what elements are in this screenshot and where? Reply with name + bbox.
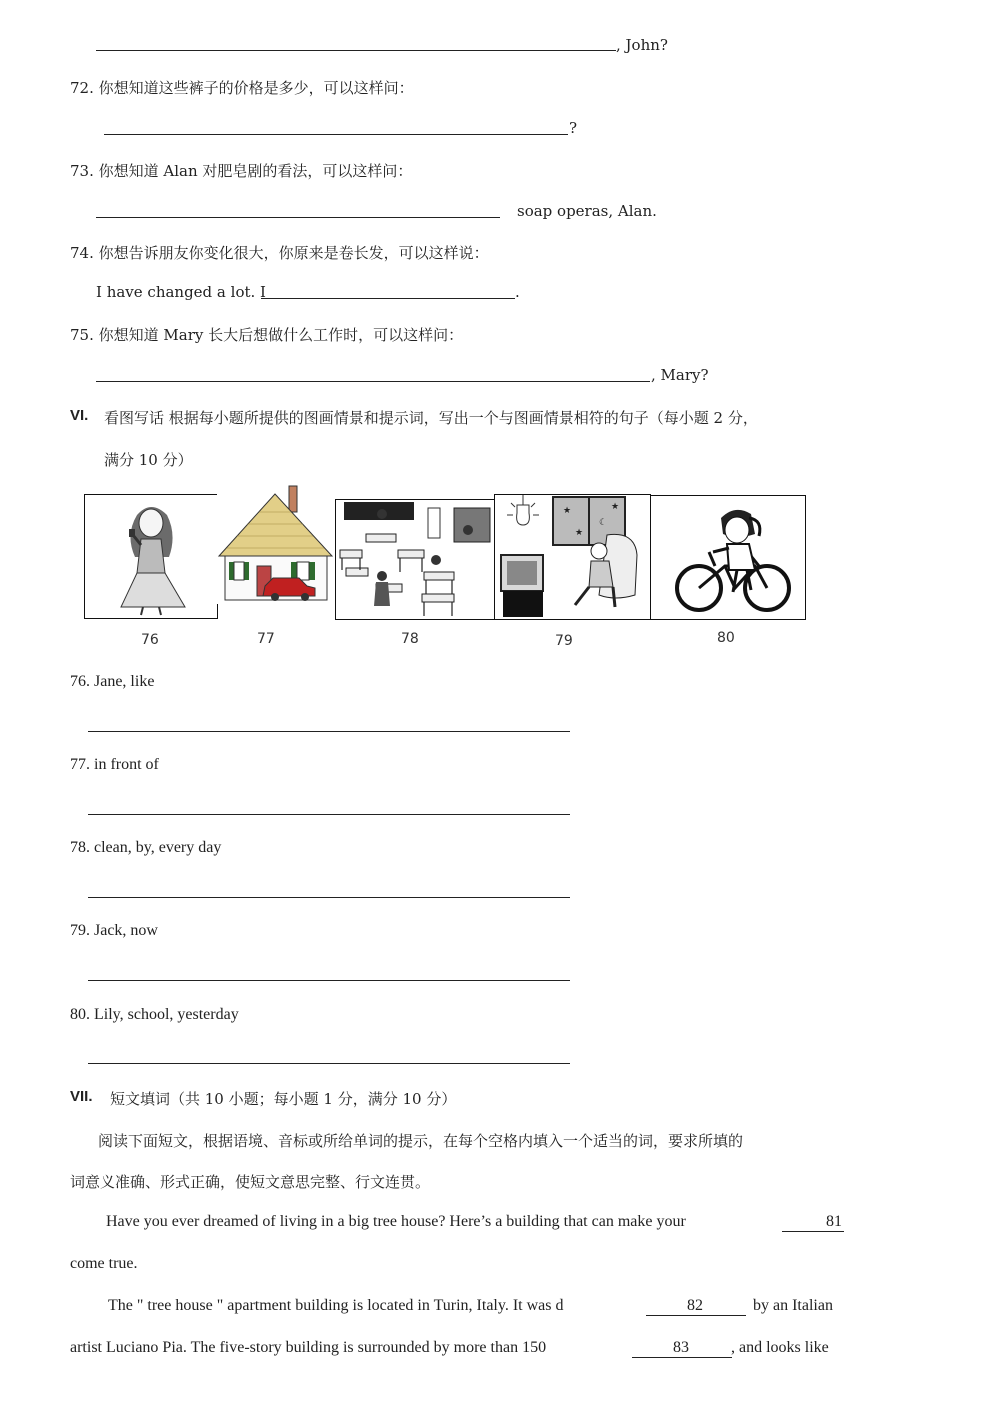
q71-suffix: , John? bbox=[616, 36, 668, 54]
picture-77 bbox=[217, 484, 334, 604]
section7-instructions-cont: 词意义准确、形式正确，使短文意思完整、行文连贯。 bbox=[70, 1173, 431, 1191]
q74-prompt: 74. 你想告诉朋友你变化很大，你原来是卷长发，可以这样说： bbox=[70, 244, 489, 262]
blank-83[interactable]: 83 bbox=[632, 1339, 732, 1358]
answer-line-76[interactable] bbox=[88, 731, 570, 732]
answer-line-75[interactable] bbox=[96, 381, 650, 382]
passage-line-1-end: come true. bbox=[70, 1255, 138, 1272]
answer-line-72[interactable] bbox=[104, 134, 568, 135]
item-76-prompt: 76. Jane, like bbox=[70, 673, 155, 690]
picture-78 bbox=[335, 499, 495, 620]
section7-number: VII. bbox=[70, 1088, 93, 1105]
item-80-prompt: 80. Lily, school, yesterday bbox=[70, 1006, 239, 1023]
item-77-prompt: 77. in front of bbox=[70, 756, 159, 773]
q72-suffix: ? bbox=[569, 119, 578, 137]
picture-label-77: 77 bbox=[257, 631, 275, 647]
section6-number: VI. bbox=[70, 407, 89, 424]
item-78-prompt: 78. clean, by, every day bbox=[70, 839, 222, 856]
answer-line-74[interactable] bbox=[261, 298, 515, 299]
passage-line-2: The " tree house " apartment building is located in Turin, Italy. It was d bbox=[108, 1297, 564, 1314]
svg-text:☾: ☾ bbox=[599, 518, 608, 528]
passage-line-1: Have you ever dreamed of living in a big tree house? Here’s a building that can make your bbox=[106, 1213, 686, 1230]
answer-line-71[interactable] bbox=[96, 50, 616, 51]
passage-line-3-end: , and looks like bbox=[731, 1339, 829, 1356]
q73-prompt: 73. 你想知道 Alan 对肥皂剧的看法，可以这样问： bbox=[70, 162, 413, 180]
answer-line-77[interactable] bbox=[88, 814, 570, 815]
svg-text:★: ★ bbox=[611, 502, 620, 512]
answer-line-80[interactable] bbox=[88, 1063, 570, 1064]
picture-label-76: 76 bbox=[141, 632, 159, 648]
q75-prompt: 75. 你想知道 Mary 长大后想做什么工作时，可以这样问： bbox=[70, 326, 464, 344]
picture-80 bbox=[650, 495, 806, 620]
picture-76 bbox=[84, 494, 218, 619]
svg-text:★: ★ bbox=[563, 506, 572, 516]
section7-title: 短文填词（共 10 小题；每小题 1 分，满分 10 分） bbox=[110, 1090, 457, 1108]
passage-line-2-end: by an Italian bbox=[753, 1297, 833, 1314]
blank-82[interactable]: 82 bbox=[646, 1297, 746, 1316]
svg-text:★: ★ bbox=[575, 528, 584, 538]
picture-label-79: 79 bbox=[555, 633, 573, 649]
section7-instructions: 阅读下面短文，根据语境、音标或所给单词的提示，在每个空格内填入一个适当的词，要求所填的 bbox=[98, 1132, 744, 1150]
q73-suffix: soap operas, Alan. bbox=[517, 202, 657, 220]
section6-title-cont: 满分 10 分） bbox=[104, 451, 193, 469]
q72-prompt: 72. 你想知道这些裤子的价格是多少，可以这样问： bbox=[70, 79, 414, 97]
picture-label-80: 80 bbox=[717, 630, 735, 646]
answer-line-78[interactable] bbox=[88, 897, 570, 898]
blank-81[interactable]: 81 bbox=[782, 1213, 844, 1232]
picture-79 bbox=[494, 494, 651, 620]
picture-label-78: 78 bbox=[401, 631, 419, 647]
q74-lead: I have changed a lot. I bbox=[96, 283, 266, 301]
item-79-prompt: 79. Jack, now bbox=[70, 922, 158, 939]
q74-suffix: . bbox=[515, 283, 520, 301]
q75-suffix: , Mary? bbox=[651, 366, 709, 384]
answer-line-79[interactable] bbox=[88, 980, 570, 981]
passage-line-3: artist Luciano Pia. The five-story building is surrounded by more than 150 bbox=[70, 1339, 547, 1356]
section6-title: 看图写话 根据每小题所提供的图画情景和提示词，写出一个与图画情景相符的句子（每小题 2 分， bbox=[104, 409, 758, 427]
answer-line-73[interactable] bbox=[96, 217, 500, 218]
